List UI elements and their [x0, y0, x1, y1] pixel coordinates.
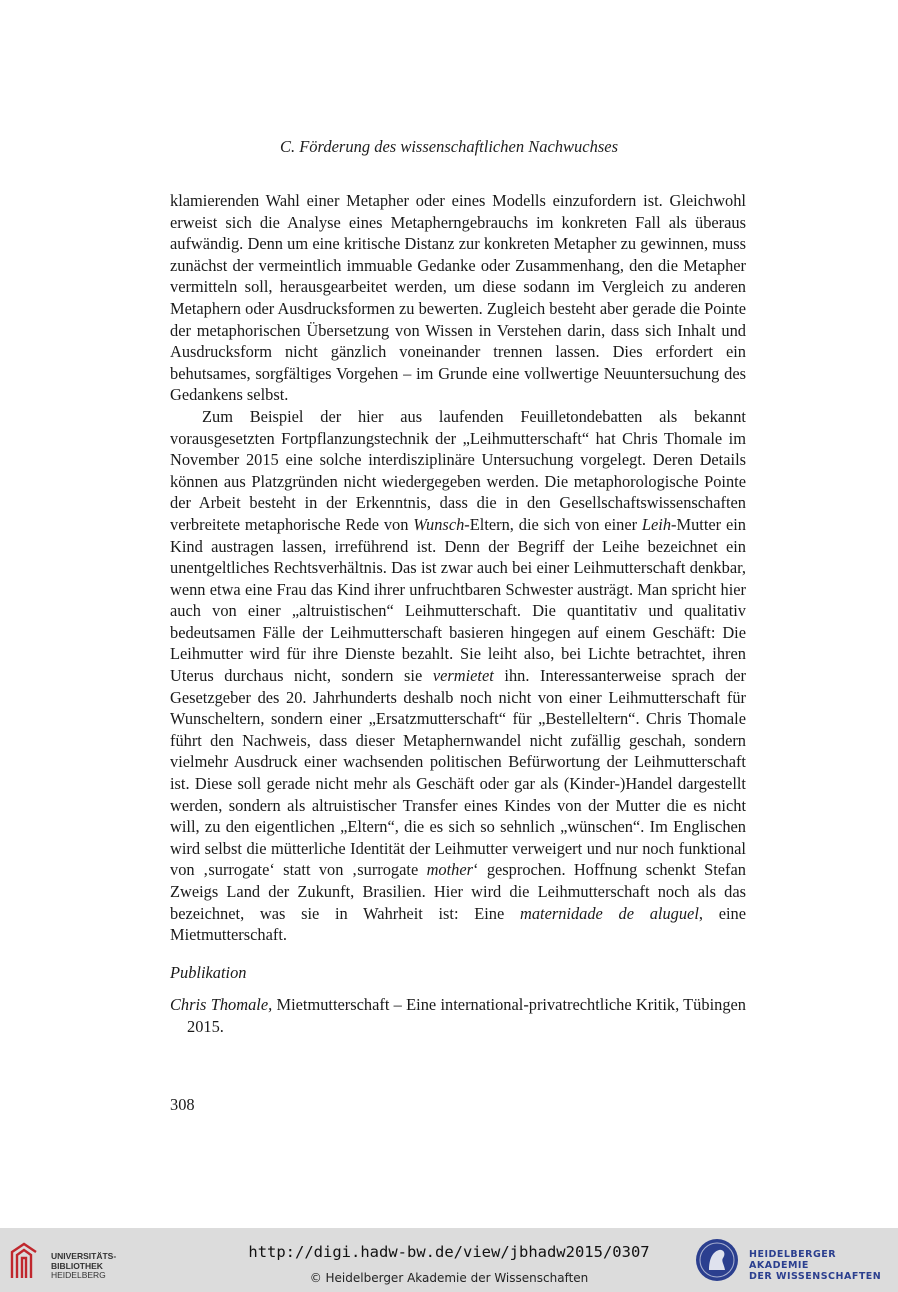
paragraph-2-part-a: Zum Beispiel der hier aus laufenden Feuilletondebatten als bekannt vorausgesetzten Fortpflanzungstechnik der „Leihmutterschaft“ hat Chris Thomale im November 2015 eine solche interdisziplinäre Untersuchung vorgelegt. Deren Details können aus Platzgründen nicht wiedergegeben werden. Die metaphorologische Pointe der Arbeit besteht in der Erkenntnis, dass die in den Gesellschaftswissenschaften verbreitete metaphorische Rede von: [170, 406, 746, 534]
library-line-1: UNIVERSITÄTS-: [51, 1251, 117, 1261]
publication-entry: [170, 994, 746, 1037]
publication-heading: Publikation: [170, 963, 247, 982]
footer-bar: [0, 1228, 898, 1292]
publication-author: Chris Thomale,: [170, 995, 273, 1014]
paragraph-2-part-d: ihn. Interessanterweise sprach der Gesetzgeber des 20. Jahrhunderts deshalb noch nicht von einer Leihmutterschaft für Wunscheltern, sondern einer „Ersatzmutterschaft“ für „Bestelleltern“. Chris Thomale führt den Nachweis, dass dieser Metaphernwandel nicht zufällig geschah, sondern vielmehr Ausdruck einer wachsenden politischen Befürwortung der Leihmutterschaft ist. Diese soll gerade nicht mehr als Geschäft oder gar als (Kinder-)Handel dargestellt werden, sondern als altruistischer Transfer eines Kindes von der Mutter die es nicht will, zu den eigentlichen „Eltern“, die es sich so sehnlich „wünschen“. Im Englischen wird selbst die mütterliche Identität der Leihmutter verweigert und nur noch funktional von ‚surrogate‘ statt von ‚surrogate: [170, 666, 746, 880]
academy-line-1: HEIDELBERGER AKADEMIE: [749, 1249, 837, 1271]
term-maternidade: maternidade de aluguel: [519, 903, 699, 923]
term-vermietet: vermietet: [432, 666, 494, 686]
paragraph-1: klamierenden Wahl einer Metapher oder eines Modells einzufordern ist. Gleichwohl erweist sich die Analyse eines Metapherngebrauchs im konkreten Fall als überaus aufwändig. Denn um eine kritische Distanz zur konkreten Metapher zu gewinnen, muss zunächst der vermeintlich immuable Gedanke oder Zusammenhang, den die Metapher vermitteln soll, herausgearbeitet werden, um diese sodann im Vergleich zu anderen Metaphern oder Ausdrucksformen zu bewerten. Zugleich besteht aber gerade die Pointe der metaphorischen Übersetzung von Wissen in Verstehen darin, dass sich Inhalt und Ausdrucksform nicht gänzlich voneinander trennen lassen. Dies erfordert ein behutsames, sorgfältiges Vorgehen – im Grunde eine vollwertige Neuuntersuchung des Gedankens selbst.: [170, 191, 746, 405]
paragraph-2-part-f: , eine Mietmutterschaft.: [170, 903, 746, 945]
paragraph-2: [170, 406, 746, 946]
paragraph-2-part-b: -Eltern, die sich von einer: [464, 514, 642, 534]
paragraph-2-part-e: ‘ gesprochen. Hoffnung schenkt Stefan Zweigs Land der Zukunft, Brasilien. Hier wird die Leihmutterschaft noch als das bezeichnet, was sie in Wahrheit ist: Eine: [170, 860, 746, 923]
academy-logo[interactable]: [694, 1234, 894, 1286]
paragraph-2-part-c: -Mutter ein Kind austragen lassen, irreführend ist. Denn der Begriff der Leihe bezeichnet ein unentgeltliches Rechtsverhältnis. Das ist zwar auch bei einer Leihmutterschaft denkbar, wenn etwa eine Frau das Kind ihrer unfruchtbaren Schwester austrägt. Man spricht hier auch von einer „altruistischen“ Leihmutterschaft. Die quantitativ und qualitativ bedeutsamen Fälle der Leihmutterschaft basieren hingegen auf einem Geschäft: Die Leihmutter wird für ihre Dienste bezahlt. Sie leiht also, bei Lichte betrachtet, ihren Uterus durchaus nicht, sondern sie: [170, 514, 746, 686]
academy-line-2: DER WISSENSCHAFTEN: [749, 1271, 882, 1282]
library-line-2: BIBLIOTHEK: [51, 1260, 103, 1271]
academy-seal-icon: [694, 1234, 742, 1286]
copyright-notice: © Heidelberger Akademie der Wissenschaften: [309, 1271, 589, 1285]
body-text: [170, 190, 746, 946]
page-number: 308: [170, 1095, 195, 1114]
term-mother: mother: [426, 860, 474, 880]
term-wunsch: Wunsch: [413, 514, 465, 534]
term-leih: Leih: [641, 514, 672, 534]
running-head: C. Förderung des wissenschaftlichen Nachwuchses: [279, 137, 619, 156]
permalink-url[interactable]: http://digi.hadw-bw.de/view/jbhadw2015/0307: [248, 1243, 650, 1261]
library-line-3: HEIDELBERG: [51, 1270, 106, 1280]
academy-name: [749, 1249, 894, 1282]
publication-title: Mietmutterschaft – Eine international-privatrechtliche Kritik, Tübingen 2015.: [187, 995, 746, 1036]
